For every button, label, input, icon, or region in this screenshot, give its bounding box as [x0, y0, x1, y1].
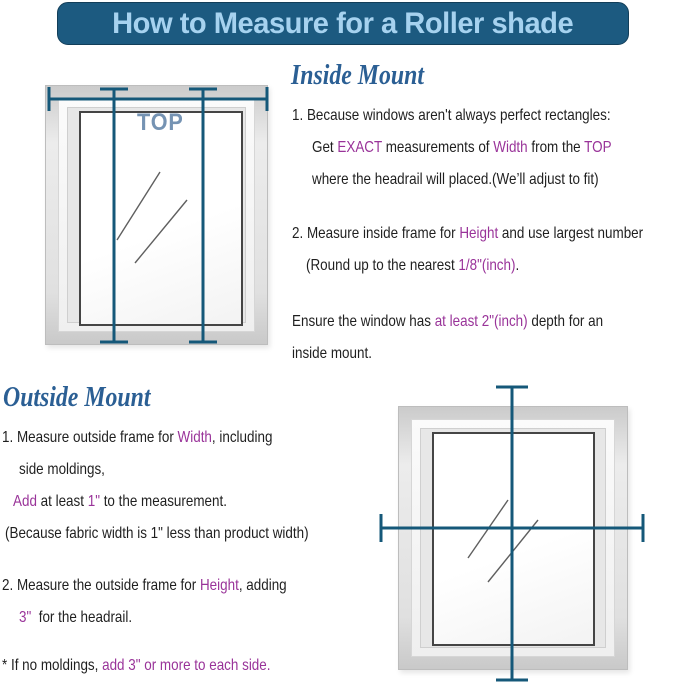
inside-mount-step-1: [292, 100, 671, 196]
outside-step1-line1: 1. Measure outside frame for Width, including: [2, 429, 273, 446]
inside-step2-line1: 2. Measure inside frame for Height and use largest number: [292, 225, 644, 242]
page-title: [57, 2, 629, 45]
inside-mount-heading: Inside Mount: [291, 60, 424, 91]
inside-step1-line1: 1. Because windows aren't always perfect rectangles:: [292, 107, 611, 124]
outside-mount-step-2: [2, 570, 341, 634]
outside-mount-footnote: [2, 650, 322, 682]
outside-step1-line3: Add at least 1" to the measurement.: [13, 493, 227, 510]
outside-step2-line1: 2. Measure the outside frame for Height, adding: [2, 577, 287, 594]
inside-mount-note: [292, 306, 662, 370]
inside-mount-step-2: [292, 218, 679, 282]
outside-mount-step-1: [2, 422, 366, 550]
inside-note-line1: Ensure the window has at least 2"(inch) depth for an: [292, 313, 604, 330]
inside-step1-line3: where the headrail will placed.(We’ll adjust to fit): [312, 171, 599, 188]
inside-step1-line2: Get EXACT measurements of Width from the TOP: [312, 139, 612, 156]
outside-footnote-line: * If no moldings, add 3" or more to each side.: [2, 657, 271, 674]
window-illustration-outside-mount: [398, 406, 628, 670]
inside-note-line2: inside mount.: [292, 345, 372, 362]
top-edge-label: TOP: [137, 109, 184, 136]
window-glass: [432, 432, 595, 646]
inside-step2-line2: (Round up to the nearest 1/8"(inch).: [306, 257, 520, 274]
outside-step2-line2: 3" for the headrail.: [19, 609, 133, 626]
window-glass: [79, 111, 243, 326]
page-title-text: How to Measure for a Roller shade: [112, 6, 574, 40]
outside-mount-heading: Outside Mount: [3, 382, 151, 413]
outside-step1-line2: side moldings,: [19, 461, 105, 478]
outside-step1-line4: (Because fabric width is 1" less than product width): [5, 525, 309, 542]
